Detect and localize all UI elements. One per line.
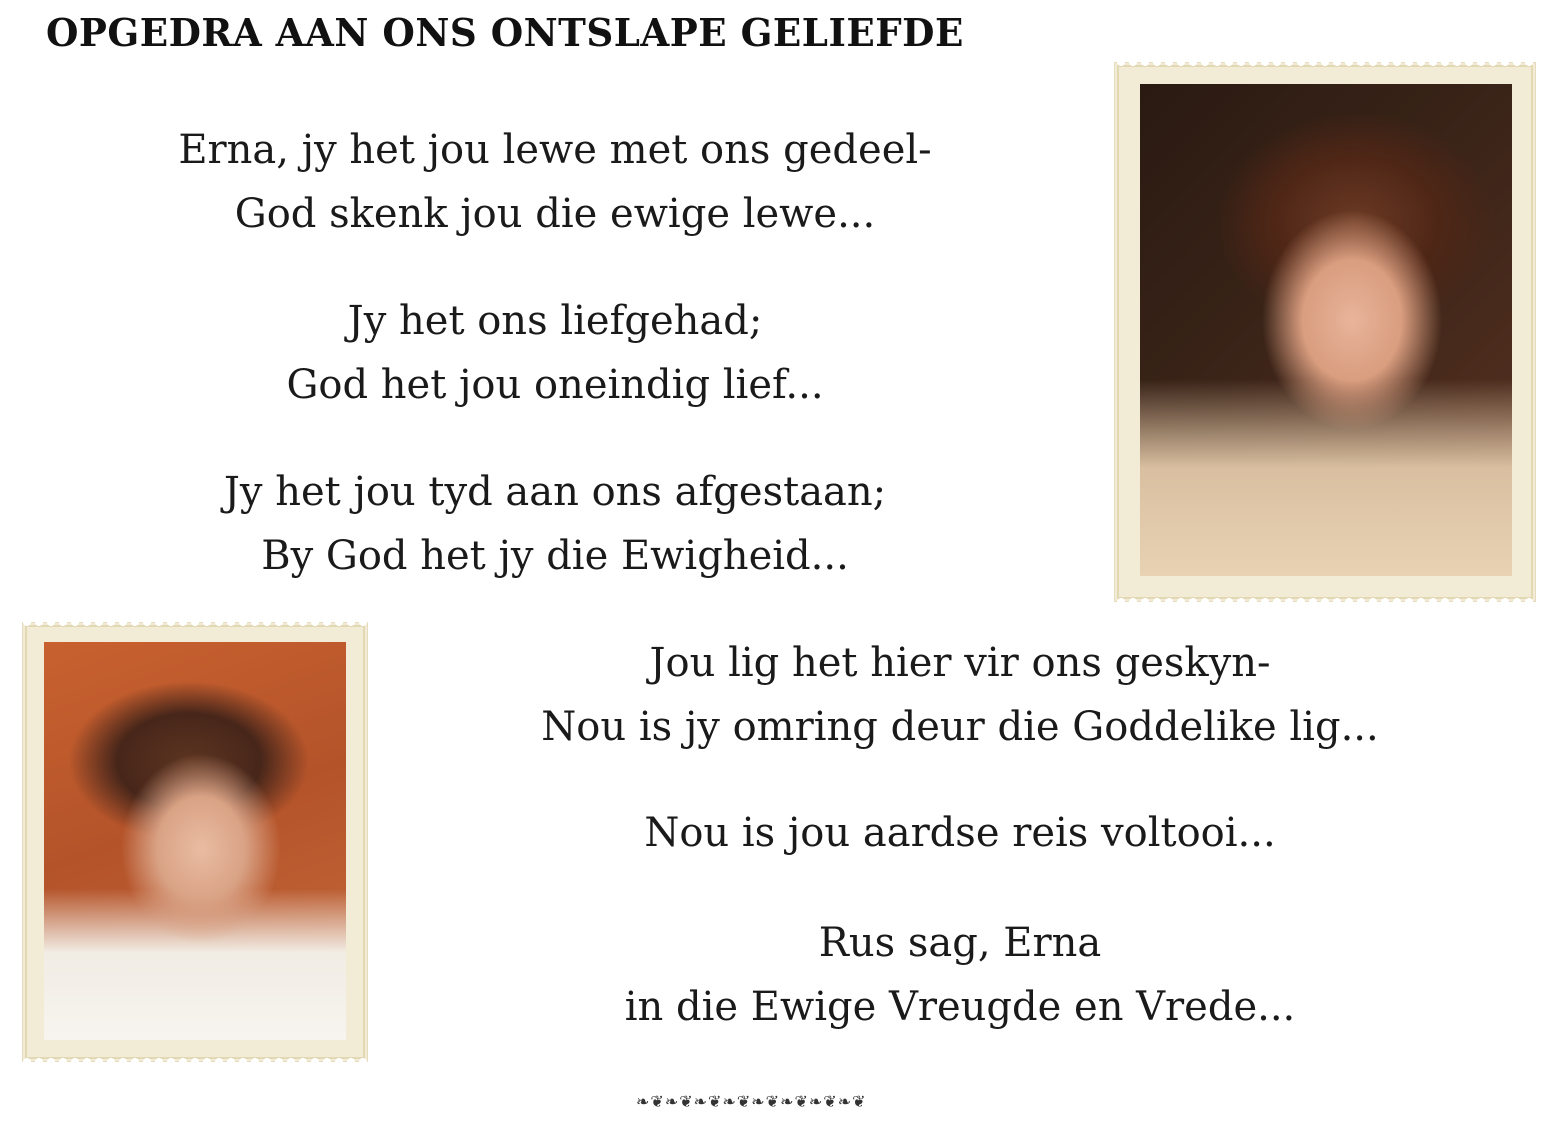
portrait-photo-frame-bottom [22,622,368,1062]
poem-line: Nou is jou aardse reis voltooi... [644,810,1276,856]
poem-stanza-2 [60,289,1050,417]
poem-line: Jy het ons liefgehad; [347,298,763,344]
poem-stanza-3 [60,460,1050,588]
poem-line: God skenk jou die ewige lewe... [234,191,876,237]
poem-line: in die Ewige Vreugde en Vrede... [624,984,1296,1030]
poem-stanza-1 [60,118,1050,246]
portrait-photo-smiling [1140,84,1512,576]
poem-line: Erna, jy het jou lewe met ons gedeel- [178,127,932,173]
poem-stanza-5 [450,801,1470,865]
poem-line: Rus sag, Erna [818,920,1102,966]
poem-line: Jou lig het hier vir ons geskyn- [649,640,1271,686]
portrait-photo-frame-top [1114,62,1536,602]
decorative-divider: ❧❦❧❦❧❦❧❦❧❦❧❦❧❦❧❦ [636,1092,867,1111]
poem-line: God het jou oneindig lief... [286,362,824,408]
poem-line: Jy het jou tyd aan ons afgestaan; [223,469,887,515]
portrait-photo-side-view [44,642,346,1040]
poem-stanza-6 [450,911,1470,1039]
poem-line: By God het jy die Ewigheid... [261,533,849,579]
poem-stanza-4 [450,631,1470,759]
poem-line: Nou is jy omring deur die Goddelike lig... [541,704,1379,750]
page-heading: OPGEDRA AAN ONS ONTSLAPE GELIEFDE [46,10,964,55]
